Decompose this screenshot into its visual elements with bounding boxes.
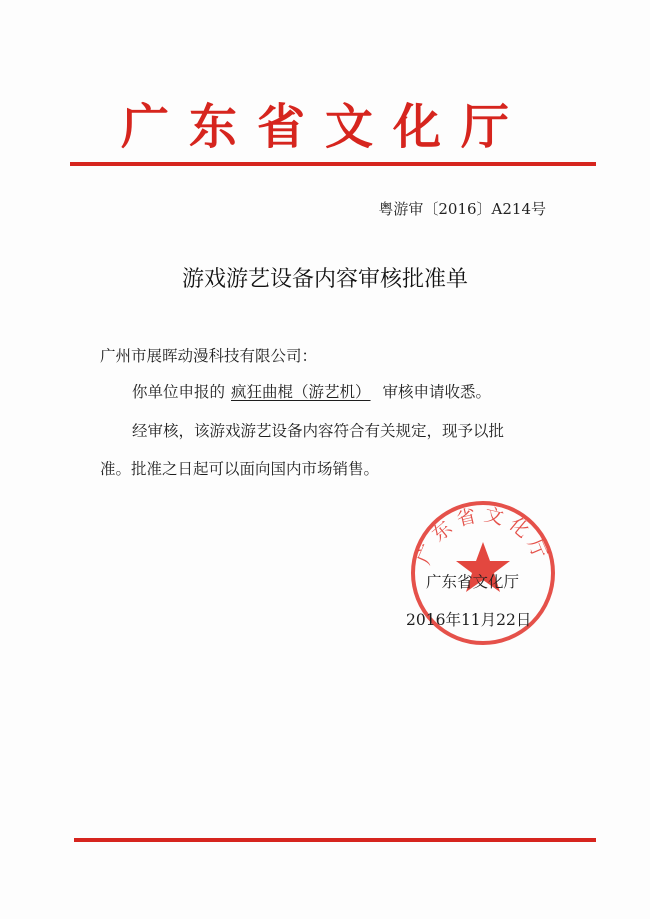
line1-suffix: 审核申请收悉。 — [382, 383, 492, 401]
signature-org: 广东省文化厅 — [426, 573, 520, 591]
signature-date: 2016年11月22日 — [406, 611, 532, 629]
letterhead-title: 广东省文化厅 — [120, 99, 529, 155]
addressee: 广州市展晖动漫科技有限公司： — [100, 347, 318, 365]
letterhead-divider — [70, 162, 596, 166]
product-name: 疯狂曲棍（游艺机） — [231, 383, 371, 401]
body-line-1 — [132, 380, 491, 405]
document-number: 粤游审〔2016〕A214号 — [378, 200, 546, 218]
body-line-2: 经审核，该游戏游艺设备内容符合有关规定，现予以批 — [132, 422, 505, 440]
footer-divider — [74, 838, 596, 842]
document-title: 游戏游艺设备内容审核批准单 — [181, 267, 468, 292]
line1-prefix: 你单位申报的 — [132, 383, 226, 401]
body-line-3: 准。批准之日起可以面向国内市场销售。 — [100, 460, 380, 478]
seal-text: 广东省文化厅 — [412, 503, 554, 568]
